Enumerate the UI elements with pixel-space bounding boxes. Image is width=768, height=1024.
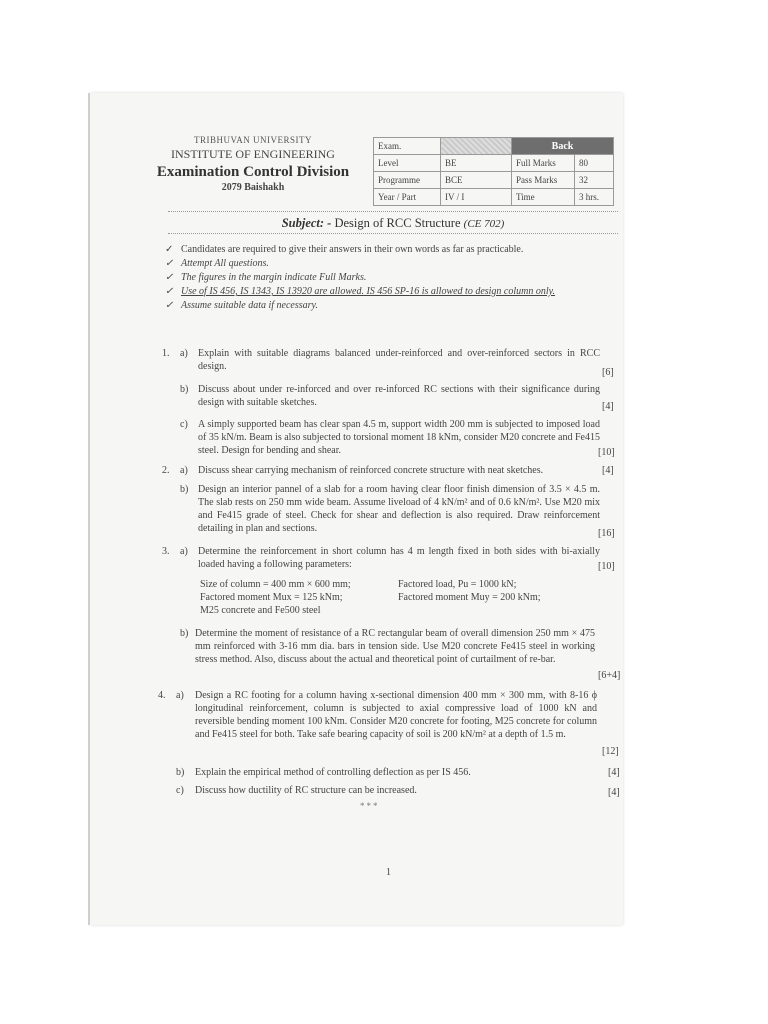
university-name: TRIBHUVAN UNIVERSITY — [193, 135, 313, 145]
subject-rule-bottom — [168, 233, 618, 234]
exam-paper — [90, 93, 623, 925]
exam-type-back: Back — [512, 138, 614, 155]
exam-value-cell — [441, 138, 512, 155]
marks-1c: [10] — [598, 447, 615, 458]
param-moment-muy: Factored moment Muy = 200 kNm; — [398, 592, 541, 603]
question-4b-text: Explain the empirical method of controlling deflection as per IS 456. — [195, 767, 471, 778]
param-factored-load: Factored load, Pu = 1000 kN; — [398, 579, 517, 590]
question-1b-text: Discuss about under re-inforced and over re-inforced RC sections with their significance during design with suitable sketches. — [198, 384, 600, 408]
exam-label: Exam. — [374, 138, 441, 155]
question-3b-text: Determine the moment of resistance of a RC rectangular beam of overall dimension 250 mm × 475 mm reinforced with 3-16 mm dia. bars in tension side. Use M20 concrete Fe415 steel in working stress method. Also, discuss about the actual and theoretical point of curtailment of re-bar. — [195, 628, 595, 665]
full-marks-label: Full Marks — [512, 155, 575, 172]
question-part: a) — [180, 546, 188, 557]
question-2a-text: Discuss shear carrying mechanism of reinforced concrete structure with neat sketches. — [198, 465, 544, 476]
marks-3b: [6+4] — [598, 670, 621, 681]
marks-4b: [4] — [608, 767, 620, 778]
full-marks-value: 80 — [575, 155, 614, 172]
marks-2b: [16] — [598, 528, 615, 539]
instruction-item: ✓ Attempt All questions. — [165, 258, 269, 269]
end-stars: *** — [360, 801, 380, 811]
subject-rule-top — [168, 211, 618, 212]
time-label: Time — [512, 189, 575, 206]
question-part: a) — [180, 465, 188, 476]
marks-3a: [10] — [598, 561, 615, 572]
checkmark-icon: ✓ — [165, 258, 174, 269]
question-4c-text: Discuss how ductility of RC structure can be increased. — [195, 785, 417, 796]
division-title: Examination Control Division — [156, 164, 350, 180]
checkmark-icon: ✓ — [165, 286, 174, 297]
question-part: c) — [176, 785, 184, 796]
subject-code: (CE 702) — [463, 218, 505, 230]
question-number: 4. — [158, 690, 166, 701]
marks-4a: [12] — [602, 746, 619, 757]
question-3a-text: Determine the reinforcement in short column has 4 m length fixed in both sides with bi-axially loaded having a following parameters: — [198, 546, 600, 570]
question-number: 1. — [162, 348, 170, 359]
level-value: BE — [441, 155, 512, 172]
programme-label: Programme — [374, 172, 441, 189]
checkmark-icon: ✓ — [165, 272, 174, 283]
time-value: 3 hrs. — [575, 189, 614, 206]
param-grade: M25 concrete and Fe500 steel — [200, 605, 321, 616]
marks-4c: [4] — [608, 787, 620, 798]
paper-header — [142, 135, 364, 193]
institute-name: INSTITUTE OF ENGINEERING — [171, 147, 335, 161]
year-part-label: Year / Part — [374, 189, 441, 206]
question-2b-text: Design an interior pannel of a slab for a room having clear floor finish dimension of 3.5 × 4.5 m. The slab rests on 250 mm wide beam. Assume liveload of 4 kN/m² and of 0.6 kN/m². Use M20 mix and Fe415 grade of steel. Check for shear and deflection is also required. Draw reinforcement detailing in plan and sections. — [198, 484, 600, 534]
subject-line — [168, 216, 618, 231]
param-moment-mux: Factored moment Mux = 125 kNm; — [200, 592, 343, 603]
year-part-value: IV / I — [441, 189, 512, 206]
question-part: a) — [180, 348, 188, 359]
subject-label: Subject: - — [281, 216, 332, 230]
instructions-list — [165, 243, 605, 313]
question-4a-text: Design a RC footing for a column having x-sectional dimension 400 mm × 300 mm, with 8-16 ϕ longitudinal reinforcement, column is subjected to axial compressive load of 1000 kN and reversible bending moment 100 kNm. Consider M20 concrete for footing, M25 concrete for column and Fe415 steel for both. Take safe bearing capacity of soil is 200 kN/m² at a depth of 1.5 m. — [195, 690, 597, 740]
question-1a-text: Explain with suitable diagrams balanced under-reinforced and over-reinforced sectors in RCC design. — [198, 348, 600, 372]
pass-marks-value: 32 — [575, 172, 614, 189]
checkmark-icon: ✓ — [165, 300, 174, 311]
question-number: 2. — [162, 465, 170, 476]
instruction-item: ✓ The figures in the margin indicate Full Marks. — [165, 272, 367, 283]
programme-value: BCE — [441, 172, 512, 189]
param-column-size: Size of column = 400 mm × 600 mm; — [200, 579, 351, 590]
question-number: 3. — [162, 546, 170, 557]
instruction-item: ✓ Use of IS 456, IS 1343, IS 13920 are allowed. IS 456 SP-16 is allowed to design column only. — [165, 286, 556, 297]
question-1c-text: A simply supported beam has clear span 4.5 m, support width 200 mm is subjected to imposed load of 35 kN/m. Beam is also subjected to torsional moment 18 kNm, consider M20 concrete and Fe415 steel. Design for bending and shear. — [198, 419, 600, 456]
pass-marks-label: Pass Marks — [512, 172, 575, 189]
instruction-item: ✓ Assume suitable data if necessary. — [165, 300, 318, 311]
subject-name: Design of RCC Structure — [334, 216, 461, 230]
exam-date: 2079 Baishakh — [221, 182, 285, 193]
exam-info-table — [373, 137, 614, 206]
question-part: b) — [176, 767, 185, 778]
checkmark-icon: ✓ — [165, 244, 174, 255]
page-number: 1 — [386, 867, 391, 878]
question-part: a) — [176, 690, 184, 701]
instruction-item: ✓ Candidates are required to give their answers in their own words as far as practicable. — [165, 244, 524, 255]
level-label: Level — [374, 155, 441, 172]
question-part: b) — [180, 628, 189, 639]
question-part: b) — [180, 384, 189, 395]
marks-2a: [4] — [602, 465, 614, 476]
marks-1b: [4] — [602, 401, 614, 412]
marks-1a: [6] — [602, 367, 614, 378]
question-part: b) — [180, 484, 189, 495]
question-part: c) — [180, 419, 188, 430]
